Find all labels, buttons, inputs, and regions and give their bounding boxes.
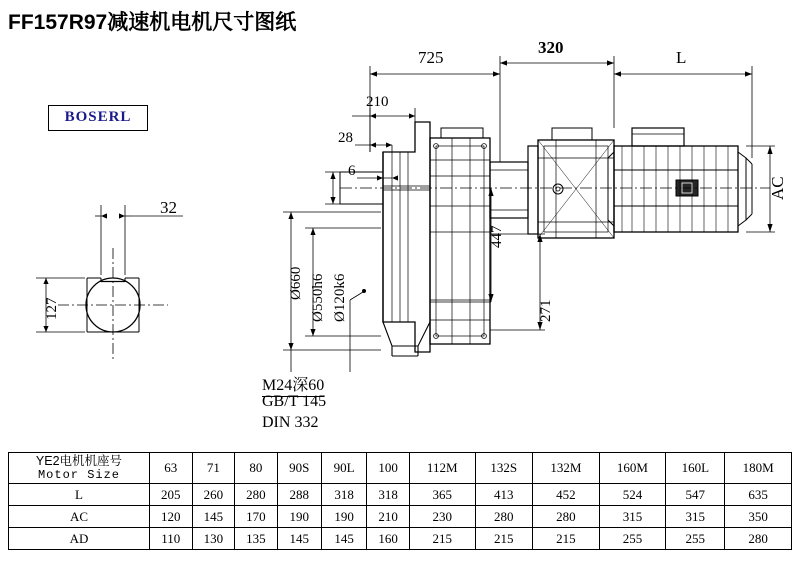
electric-motor [608, 128, 752, 232]
table-cell: 145 [192, 506, 235, 528]
table-cell: 160 [367, 528, 410, 550]
table-cell: 145 [277, 528, 321, 550]
table-cell: 255 [599, 528, 666, 550]
table-row-label: L [9, 484, 150, 506]
dim-label-dia550: Ø550h6 [310, 273, 326, 322]
table-header-cell: 160M [599, 453, 666, 484]
table-row [9, 484, 792, 506]
table-header-label-cn: YE2电机机座号 [35, 454, 123, 468]
table-cell: 315 [599, 506, 666, 528]
table-cell: 280 [235, 484, 278, 506]
note-gbt145: GB/T 145 [262, 393, 327, 410]
dim-label-AC: AC [768, 176, 787, 200]
table-header-cell: 112M [409, 453, 475, 484]
table-header-row [9, 453, 792, 484]
table-row-label: AC [9, 506, 150, 528]
dim-label-L: L [676, 48, 687, 67]
dim-label-dia120: Ø120k6 [332, 273, 348, 322]
table-cell: 130 [192, 528, 235, 550]
dim-label-32: 32 [160, 198, 177, 217]
table-header-cell: 132S [475, 453, 533, 484]
dim-label-127: 127 [44, 297, 60, 320]
gearbox-flange [340, 122, 430, 356]
note-din332: DIN 332 [262, 414, 319, 431]
table-cell: 280 [475, 506, 533, 528]
table-header-cell: 80 [235, 453, 278, 484]
table-cell: 365 [409, 484, 475, 506]
dim-label-320: 320 [538, 38, 564, 57]
logo-text: BOSERL [64, 109, 132, 125]
table-row-label: AD [9, 528, 150, 550]
table-header-cell: 100 [367, 453, 410, 484]
dim-label-dia660: Ø660 [288, 266, 304, 300]
dim-label-6: 6 [348, 163, 356, 179]
table-cell: 230 [409, 506, 475, 528]
motor-terminal-box [538, 128, 614, 238]
table-header-cell: 90L [321, 453, 367, 484]
motor-size-table [8, 452, 792, 550]
table-cell: 215 [409, 528, 475, 550]
table-cell: 110 [150, 528, 193, 550]
table-cell: 547 [666, 484, 725, 506]
table-cell: 315 [666, 506, 725, 528]
table-cell: 318 [367, 484, 410, 506]
table-cell: 413 [475, 484, 533, 506]
table-cell: 170 [235, 506, 278, 528]
dim-label-447: 447 [489, 225, 505, 248]
gearbox-housing [430, 128, 490, 344]
note-m24: M24深60 [262, 372, 324, 397]
table-row [9, 506, 792, 528]
table-header-cell: 180M [725, 453, 792, 484]
table-cell: 350 [725, 506, 792, 528]
table-cell: 318 [321, 484, 367, 506]
leader-notes [291, 289, 366, 372]
table-header-cell: 63 [150, 453, 193, 484]
table-cell: 210 [367, 506, 410, 528]
table-cell: 280 [533, 506, 600, 528]
dim-label-271: 271 [538, 299, 554, 322]
table-cell: 215 [533, 528, 600, 550]
dim-diameters [283, 172, 381, 350]
table-row [9, 528, 792, 550]
dim-label-210: 210 [366, 94, 389, 110]
table-cell: 120 [150, 506, 193, 528]
table-cell: 524 [599, 484, 666, 506]
table-header-cell: 71 [192, 453, 235, 484]
table-header-label [9, 453, 150, 484]
table-cell: 145 [321, 528, 367, 550]
table-cell: 255 [666, 528, 725, 550]
table-cell: 280 [725, 528, 792, 550]
dim-28 [355, 138, 392, 152]
table-header-cell: 90S [277, 453, 321, 484]
table-cell: 288 [277, 484, 321, 506]
table-cell: 635 [725, 484, 792, 506]
dim-271 [490, 234, 545, 330]
table-cell: 260 [192, 484, 235, 506]
table-header-cell: 132M [533, 453, 600, 484]
page-title: FF157R97减速机电机尺寸图纸 [8, 11, 297, 34]
table-cell: 452 [533, 484, 600, 506]
table-cell: 135 [235, 528, 278, 550]
motor-adaptor [490, 146, 538, 234]
table-cell: 215 [475, 528, 533, 550]
table-cell: 190 [321, 506, 367, 528]
dim-label-725: 725 [418, 48, 444, 67]
dim-label-28: 28 [338, 130, 353, 146]
table-cell: 205 [150, 484, 193, 506]
table-header-label-en: Motor Size [37, 468, 120, 482]
table-cell: 190 [277, 506, 321, 528]
left-view-shaft-section [58, 248, 168, 362]
table-header-cell: 160L [666, 453, 725, 484]
